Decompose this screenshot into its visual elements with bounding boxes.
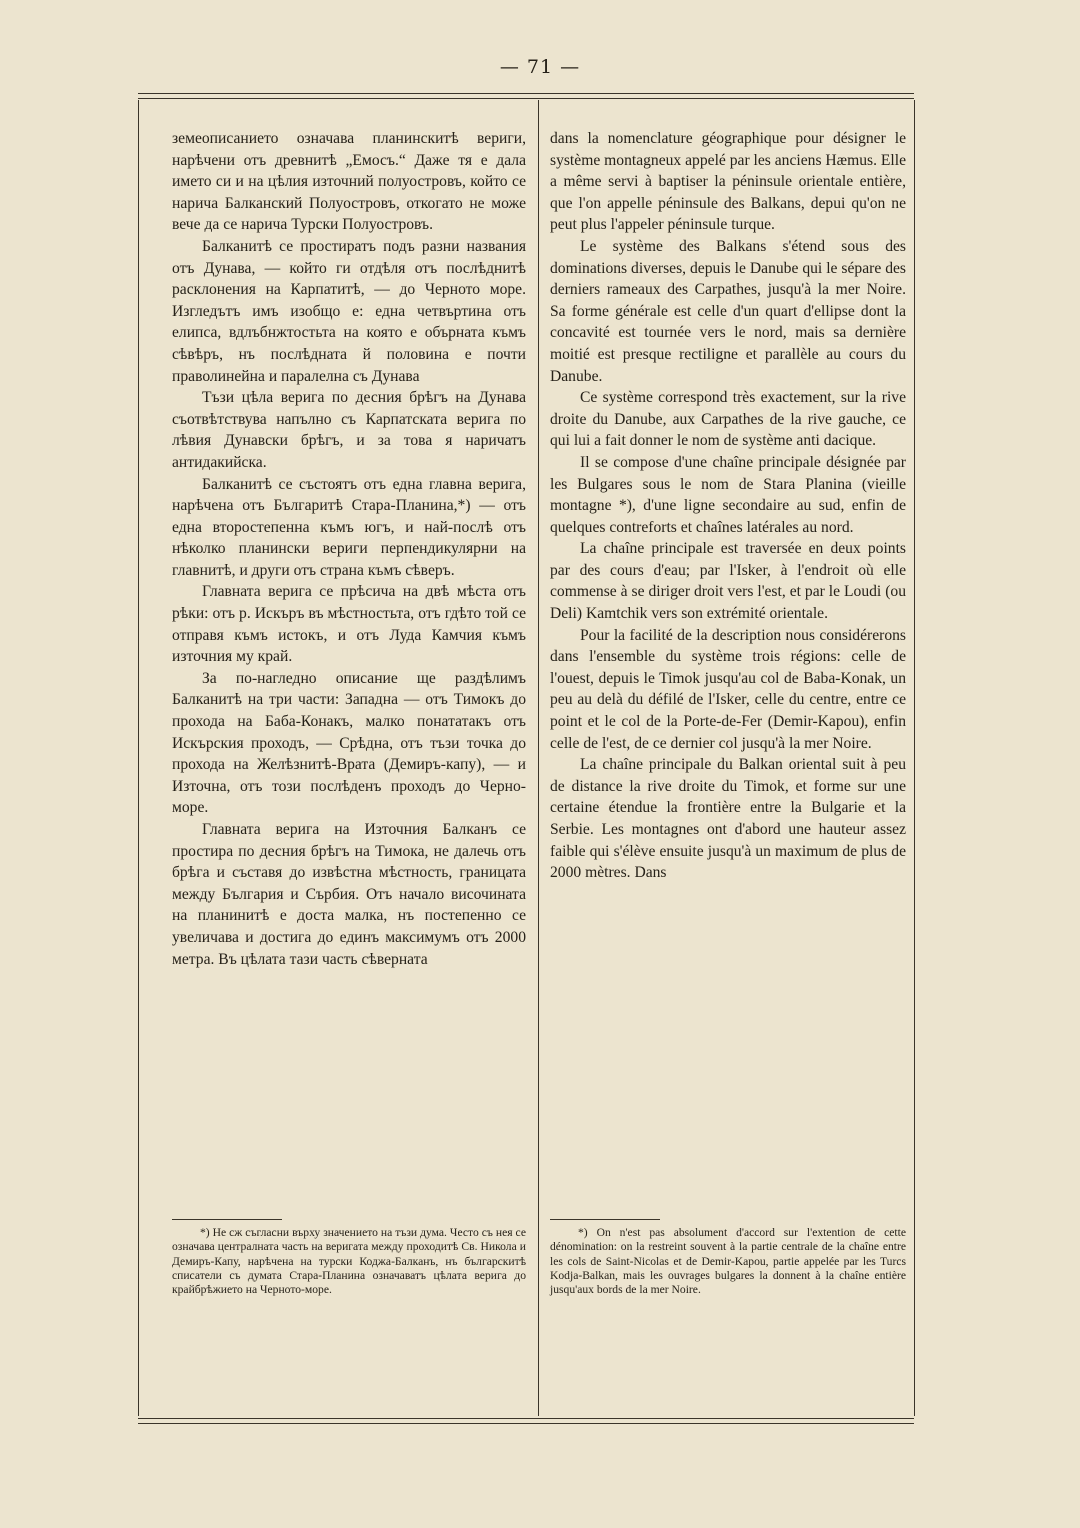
paragraph: Балканитѣ се простиратъ подъ разни названия отъ Дунава, — който ги отдѣля отъ послѣднитѣ расклонения на Карпатитѣ, — до Черното море. Изгледътъ имъ изобщо е: една четвъртина отъ елипса, вдлъбнжтостьта на която е обърната къмъ сѣвѣръ, нъ послѣдната й половина е почти праволинейна и паралелна съ Дунава: [172, 237, 526, 385]
paragraph: La chaîne principale est traversée en deux points par des cours d'eau; par l'Isker, à l'endroit où elle commense à se diriger droit vers l'est, et par le Loudi (ou Deli) Kamtchik vers son extrémité orientale.: [550, 540, 906, 623]
paragraph: Pour la facilité de la description nous considérerons dans l'ensemble du système trois régions: celle de l'ouest, depuis le Timok jusqu'au col de Baba-Konak, un peu au delà du défilé de l'Isker, celle du centre, entre ce point et le col de la Porte-de-Fer (Demir-Kapou), enfin celle de l'est, de ce dernier col jusqu'à la mer Noire.: [550, 626, 906, 752]
bottom-rule: [138, 1423, 914, 1424]
page-number: — 71 —: [499, 56, 581, 78]
bulgarian-column: [172, 128, 526, 970]
paragraph: Главната верига на Източния Балканъ се простира по десния брѣгъ на Тимока, не далечь отъ брѣга и съставя до извѣстна мѣстность, границата между България и Сърбия. Отъ начало височината на планинитѣ е доста малка, нъ постепенно се увеличава и достига до единъ максимумъ отъ 2000 метра. Въ цѣлата тази часть сѣверната: [172, 821, 526, 968]
paragraph: земеописанието означава планинскитѣ вериги, нарѣчени отъ древнитѣ „Емосъ.“ Даже тя е дала името си и на цѣлия източний полуостровъ, който се нарича Балканский Полуостровъ, откогато не може вече да се нарича Турски Полуостровъ.: [172, 130, 526, 234]
paragraph: dans la nomenclature géographique pour désigner le système montagneux appelé par les anciens Hæmus. Elle a même servi à baptiser la péninsule orientale entière, que l'on appelle péninsule des Balkans, depui qu'on ne peut plus l'appeler péninsule turque.: [550, 130, 906, 234]
top-rule-inner: [138, 98, 914, 99]
bottom-rule-inner: [138, 1418, 914, 1419]
paragraph: La chaîne principale du Balkan oriental suit à peu de distance la rive droite du Timok, et forme sur une certaine étendue la frontière entre la Bulgarie et la Serbie. Les montagnes ont d'abord une hauteur assez faible qui s'élève ensuite jusqu'à un maximum de plus de 2000 mètres. Dans: [550, 756, 906, 882]
french-footnote: *) On n'est pas absolument d'accord sur l'extention de cette dénomination: on la restreint souvent à la partie centrale de la chaîne entre les cols de Saint-Nicolas et de Demir-Kapou, partie appelée par les Turcs Kodja-Balkan, mais les ouvrages bulgares la donnent à la chaîne entière jusqu'aux bords de la mer Noire.: [550, 1226, 906, 1297]
paragraph: Ce système correspond très exactement, sur la rive droite du Danube, aux Carpathes de la rive gauche, ce qui lui a fait donner le nom de système anti dacique.: [550, 389, 906, 450]
paragraph: Главната верига се прѣсича на двѣ мѣста отъ рѣки: отъ р. Искъръ въ мѣстностьта, отъ гдѣто той се отправя къмъ истокъ, и отъ Луда Камчия къмъ източния му край.: [172, 583, 526, 666]
french-column: [550, 128, 906, 884]
footnote-rule: [550, 1219, 660, 1220]
paragraph: Балканитѣ се състоятъ отъ една главна верига, нарѣчена отъ Българитѣ Стара-Планина,*) — отъ една второстепенна къмъ югъ, и най-послѣ отъ нѣколко планински вериги перпендикулярни на главнитѣ, и други отъ страна къмъ сѣверъ.: [172, 475, 526, 579]
left-border-rule: [138, 100, 139, 1416]
bulgarian-footnote: *) Не сж съгласни върху значението на тъзи дума. Често съ нея се означава централната часть на веригата между проходитѣ Св. Никола и Демиръ-Капу, нарѣчена на турски Коджа-Балканъ, нъ българскитѣ списатели съ думата Стара-Планина означаватъ цѣлата верига до крайбрѣжието на Черното-море.: [172, 1226, 526, 1297]
right-border-rule: [914, 100, 915, 1416]
paragraph: Il se compose d'une chaîne principale désignée par les Bulgares sous le nom de Stara Planina (vieille montagne *), d'une ligne secondaire au sud, enfin de quelques contreforts et chaînes latérales au nord.: [550, 453, 906, 536]
column-divider: [538, 100, 539, 1416]
paragraph: За по-нагледно описание ще раздѣлимъ Балканитѣ на три части: Западна — отъ Тимокъ до прохода на Баба-Конакъ, малко понататакъ отъ Искърския проходъ, — Срѣдна, отъ тъзи точка до прохода на Желѣзнитѣ-Врата (Демиръ-капу), — и Източна, отъ този послѣденъ проходъ до Черно-море.: [172, 669, 526, 817]
paragraph: Le système des Balkans s'étend sous des dominations diverses, depuis le Danube qui le sépare des derniers rameaux des Carpathes, jusqu'à la mer Noire. Sa forme générale est celle d'un quart d'ellipse dont la concavité est tournée vers le nord, mais sa dernière moitié est presque rectiligne et parallèle au cours du Danube.: [550, 237, 906, 385]
paragraph: Тъзи цѣла верига по десния брѣгъ на Дунава съотвѣтствува напълно съ Карпатската верига по лѣвия Дунавски брѣгъ, и за това я наричатъ антидакийска.: [172, 389, 526, 471]
footnote-rule: [172, 1219, 282, 1220]
top-rule: [138, 93, 914, 94]
